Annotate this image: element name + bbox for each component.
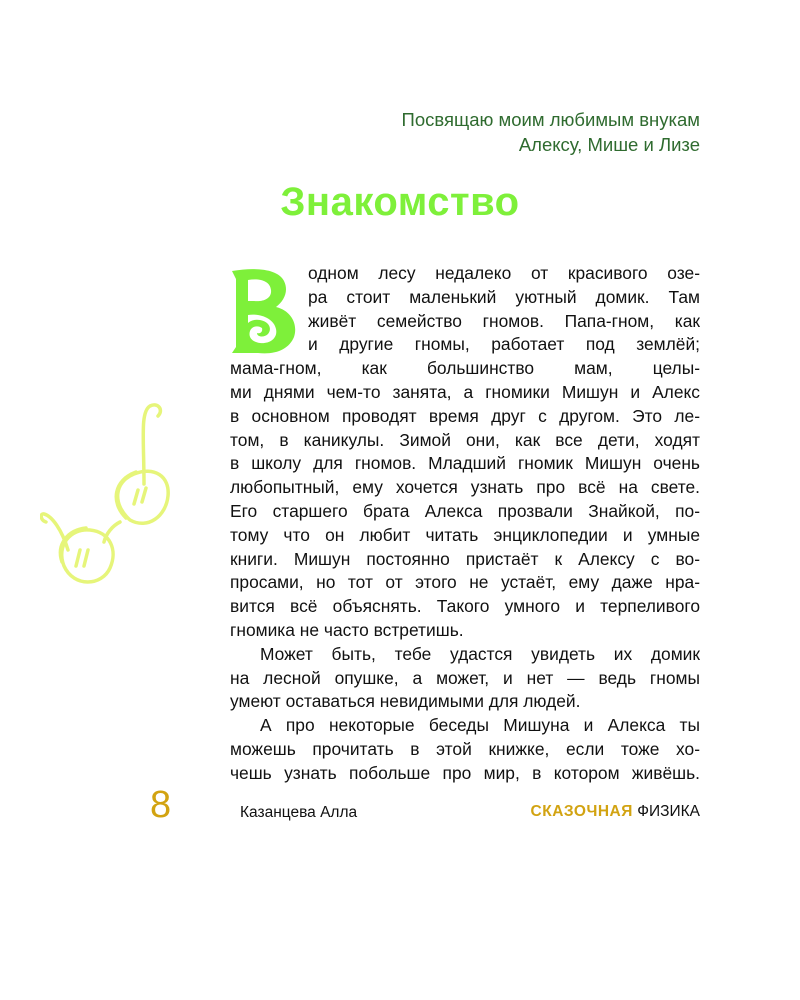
text-line: и другие гномы, работает под землёй; [308,334,700,355]
text-line: на лесной опушке, а может, и нет — ведь гномы [230,667,700,688]
text-line: книги. Мишун постоянно пристаёт к Алексу с во- [230,548,700,569]
page-number: 8 [150,784,172,826]
text-line: живёт семейство гномов. Папа-гном, как [308,310,700,331]
text-line: том, в каникулы. Зимой они, как все дети, ходят [230,429,700,450]
text-line: гномика не часто встретишь. [230,619,464,640]
text-line: А про некоторые беседы Мишуна и Алекса ты [260,715,700,736]
text-line: одном лесу недалеко от красивого озе- [308,263,700,283]
text-line: в школу для гномов. Младший гномик Мишун очень [230,453,700,474]
series-title-part1: СКАЗОЧНАЯ [530,803,633,820]
text-line: любопытный, ему хочется узнать про всё на свете. [230,477,700,498]
series-title-part2: ФИЗИКА [637,803,700,820]
text-line: можешь прочитать в этой книжке, если тоже хо- [230,738,700,759]
author-name: Казанцева Алла [240,804,358,821]
text-line: ми днями чем-то занята, а гномики Мишун и Алекс [230,381,700,402]
text-line: просами, но тот от этого не устаёт, ему даже нра- [230,572,700,593]
text-line: тому что он любит читать энциклопедии и умные [230,524,700,545]
series-title [531,803,700,821]
text-line: Может быть, тебе удастся увидеть их домик [260,643,700,664]
text-line: умеют оставаться невидимыми для людей. [230,691,581,712]
text-line: Его старшего брата Алекса прозвали Знайкой, по- [230,500,700,521]
dedication-line-2: Алексу, Мише и Лизе [518,134,700,155]
text-line: ра стоит маленький уютный домик. Там [308,286,700,307]
body-text [230,262,700,786]
chapter-title: Знакомство [280,180,520,224]
text-line: вится всё объяснять. Такого умного и терпеливого [230,596,700,617]
glasses-illustration [40,400,200,620]
dedication [402,107,700,157]
text-line: в основном проводят время друг с другом. Это ле- [230,405,700,426]
dedication-line-1: Посвящаю моим любимым внукам [401,109,700,130]
text-line: мама-гном, как большинство мам, целы- [230,358,700,379]
text-line: чешь узнать побольше про мир, в котором живёшь. [230,762,700,783]
